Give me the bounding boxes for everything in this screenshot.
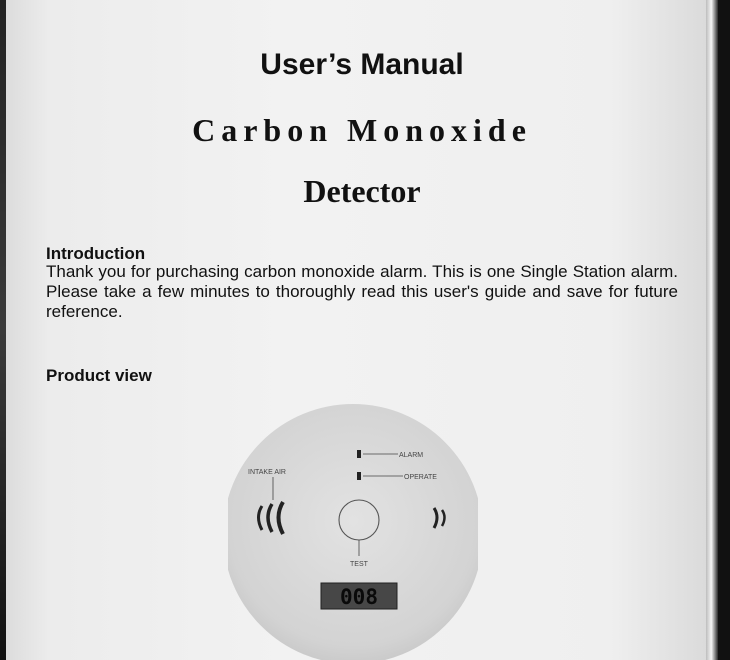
- title-users-manual: User’s Manual: [260, 48, 464, 81]
- introduction-heading: Introduction: [46, 244, 146, 263]
- product-view-figure: [228, 384, 478, 660]
- intake-air-label: INTAKE AIR: [248, 469, 286, 476]
- alarm-led: [357, 450, 361, 458]
- manual-page: [6, 0, 718, 660]
- product-view-heading: Product view: [46, 366, 152, 385]
- detector-body: [228, 404, 478, 660]
- title-detector: Detector: [303, 173, 421, 209]
- detector-illustration: [228, 384, 478, 660]
- operate-label: OPERATE: [404, 474, 437, 481]
- page-right-edge: [706, 0, 718, 660]
- title-carbon-monoxide: Carbon Monoxide: [192, 112, 532, 148]
- alarm-label: ALARM: [399, 452, 424, 459]
- operate-led: [357, 472, 361, 480]
- display-reading: 008: [340, 585, 378, 609]
- test-label: TEST: [350, 561, 368, 568]
- introduction-paragraph: Thank you for purchasing carbon monoxide alarm. This is one Single Station alarm. Please take a few minutes to thoroughly read this user's guide and save for future reference.: [46, 262, 678, 321]
